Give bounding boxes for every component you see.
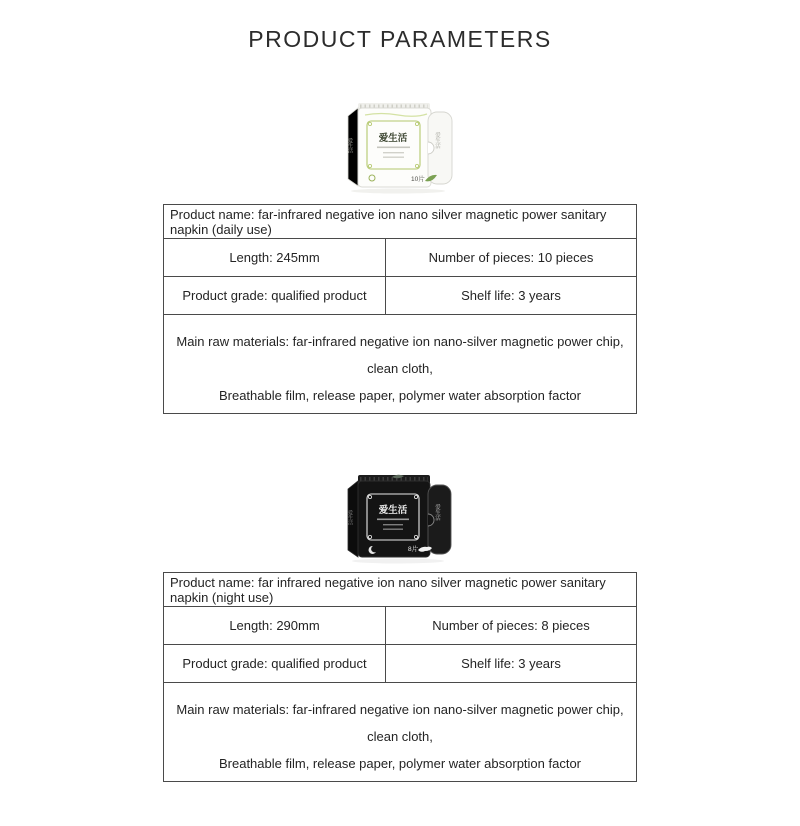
materials-cell xyxy=(163,315,636,414)
flap-brand-text: 爱生活 xyxy=(434,132,440,149)
piece-count: 8片 xyxy=(408,546,419,553)
shelf-life-cell: Shelf life: 3 years xyxy=(385,277,636,315)
materials-line-2: Breathable film, release paper, polymer water absorption factor xyxy=(218,756,582,771)
materials-line-2: Breathable film, release paper, polymer water absorption factor xyxy=(218,388,581,403)
product-name-cell: Product name: far-infrared negative ion nano silver magnetic power sanitary napkin (daily use) xyxy=(163,205,636,239)
grade-cell: Product grade: qualified product xyxy=(163,277,385,315)
spec-table-night xyxy=(163,572,637,782)
desc-line xyxy=(383,524,403,525)
brand-text: 爱生活 xyxy=(378,133,408,144)
side-brand-text: 爱生活 xyxy=(347,138,353,153)
shelf-life-cell: Shelf life: 3 years xyxy=(386,645,637,683)
product-image-night xyxy=(0,472,800,564)
grade-cell: Product grade: qualified product xyxy=(164,645,386,683)
pieces-cell: Number of pieces: 10 pieces xyxy=(385,239,636,277)
materials-line-1: Main raw materials: far-infrared negative ion nano-silver magnetic power chip, clean cloth, xyxy=(176,702,624,744)
night-package-illustration xyxy=(342,472,458,564)
page-title: PRODUCT PARAMETERS xyxy=(248,26,552,52)
desc-line xyxy=(383,152,404,153)
package-shadow xyxy=(351,189,445,194)
side-brand-text: 爱生活 xyxy=(347,510,353,525)
brand-text: 爱生活 xyxy=(378,505,408,516)
materials-line-1: Main raw materials: far-infrared negative ion nano-silver magnetic power chip, clean cloth, xyxy=(176,334,624,376)
desc-line xyxy=(377,519,409,521)
desc-line xyxy=(383,529,403,530)
length-cell: Length: 245mm xyxy=(163,239,385,277)
flap-brand-text: 爱生活 xyxy=(434,504,440,521)
product-name-cell: Product name: far infrared negative ion nano silver magnetic power sanitary napkin (night use) xyxy=(164,573,637,607)
pieces-cell: Number of pieces: 8 pieces xyxy=(386,607,637,645)
desc-line xyxy=(377,147,410,149)
package-shadow xyxy=(352,559,444,564)
desc-line xyxy=(383,157,404,158)
spec-table-daily xyxy=(163,204,637,414)
daily-package-illustration xyxy=(341,98,459,195)
length-cell: Length: 290mm xyxy=(164,607,386,645)
product-image-daily xyxy=(0,98,800,195)
materials-cell xyxy=(164,683,637,782)
piece-count: 10片 xyxy=(411,176,425,183)
